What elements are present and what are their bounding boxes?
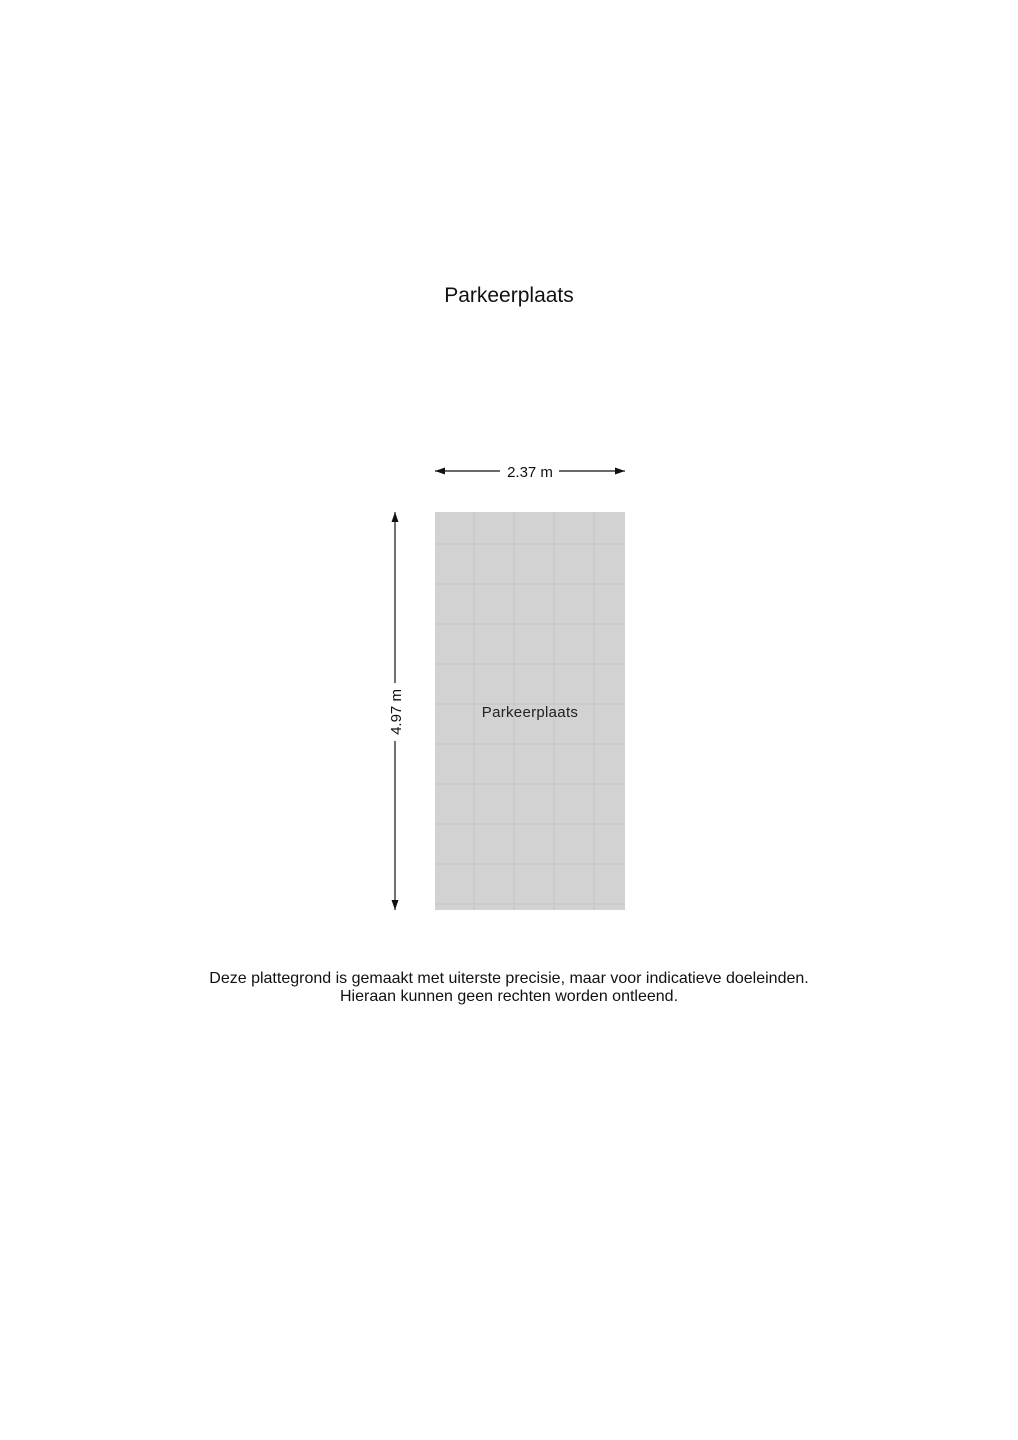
length-dimension-label: 4.97 m [388, 689, 405, 735]
length-dimension [388, 512, 405, 910]
width-dimension [435, 464, 625, 481]
disclaimer [0, 970, 1018, 1006]
page-title: Parkeerplaats [444, 284, 574, 307]
room-label: Parkeerplaats [481, 704, 579, 721]
parking-area [435, 512, 625, 910]
disclaimer-line-2: Hieraan kunnen geen rechten worden ontleend. [339, 988, 679, 1005]
width-dimension-label: 2.37 m [507, 464, 553, 481]
disclaimer-line-1: Deze plattegrond is gemaakt met uiterste precisie, maar voor indicatieve doeleinden. [209, 970, 809, 987]
